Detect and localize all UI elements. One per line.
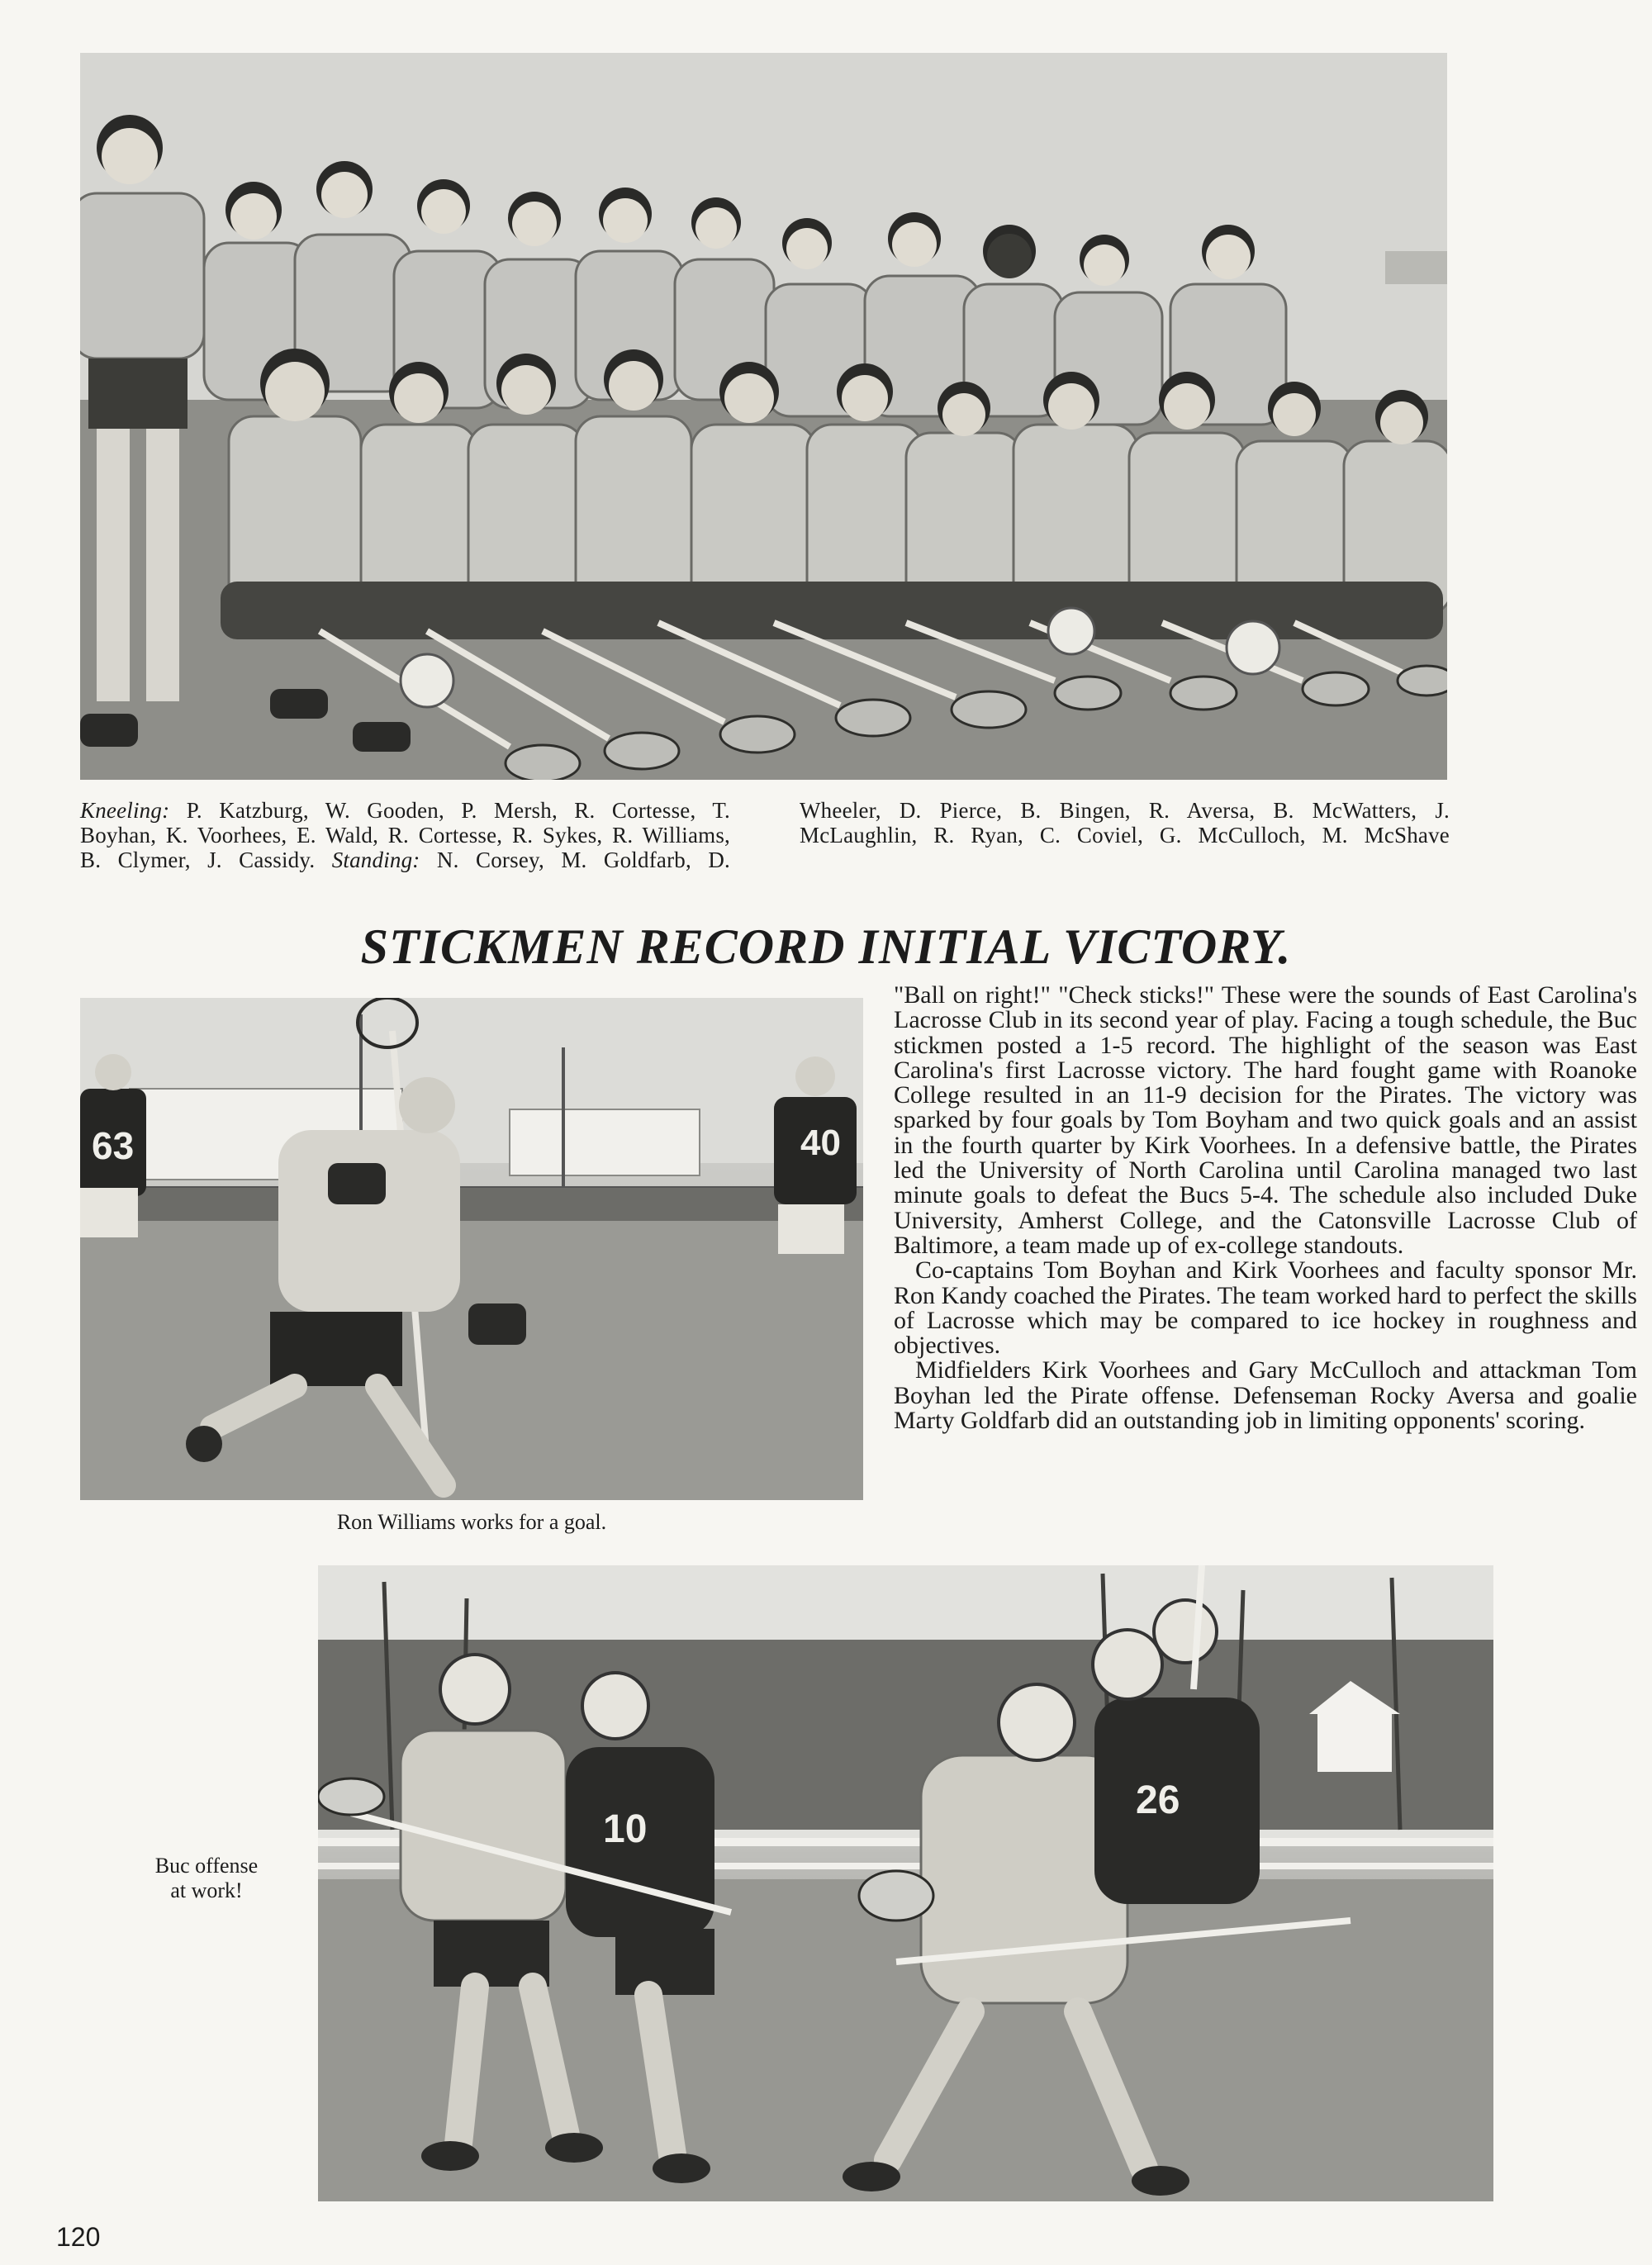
offense-photo-caption: [140, 1854, 273, 1903]
team-photo-caption-left: [80, 798, 730, 872]
article-paragraph-1: "Ball on right!" "Check sticks!" These were the sounds of East Carolina's Lacrosse Club in its second year of play. Facing a tough schedule, the Buc stickmen posted a 1-5 record. The highlight of the season was East Carolina's first Lacrosse victory. The hard fought game with Roanoke College resulted in an 11-9 decision for the Pirates. The victory was sparked by four goals by Tom Boyham and two quick goals and an assist in the fourth quarter by Kirk Voorhees. In a defensive battle, the Pirates led the University of North Carolina until Carolina managed two last minute goals to defeat the Bucs 5-4. The schedule also included Duke University, Amherst College, and the Catonsville Lacrosse Club of Baltimore, a team made up of ex-college standouts.: [894, 981, 1637, 1259]
caption-line: Wheeler, D. Pierce, B. Bingen, R. Aversa, B. McWatters, J.: [800, 798, 1450, 823]
action-photo: [80, 998, 863, 1500]
caption-line: Boyhan, K. Voorhees, E. Wald, R. Cortesse, R. Sykes, R. Williams,: [80, 823, 730, 848]
offense-photo: [318, 1565, 1493, 2201]
caption-line: B. Clymer, J. Cassidy.: [80, 848, 316, 872]
page-number: 120: [56, 2222, 101, 2252]
jersey-number-10: 10: [603, 1807, 648, 1851]
caption-line: at work!: [170, 1878, 243, 1902]
article-paragraph-2: Co-captains Tom Boyhan and Kirk Voorhees and faculty sponsor Mr. Ron Kandy coached the Pirates. The team worked hard to perfect the skills of Lacrosse which may be compared to ice hockey in roughness and objectives.: [894, 1256, 1637, 1360]
headline: STICKMEN RECORD INITIAL VICTORY.: [360, 919, 1292, 974]
kneeling-label: Kneeling:: [80, 798, 170, 823]
team-photo-caption-right: [800, 798, 1450, 848]
standing-label: Standing:: [331, 848, 420, 872]
jersey-number-26: 26: [1136, 1778, 1180, 1822]
jersey-number-63: 63: [92, 1124, 135, 1167]
caption-line: P. Katzburg, W. Gooden, P. Mersh, R. Cortesse, T.: [169, 798, 730, 823]
article-paragraph-3: Midfielders Kirk Voorhees and Gary McCulloch and attackman Tom Boyhan led the Pirate offense. Defenseman Rocky Aversa and goalie Marty Goldfarb did an outstanding job in limiting opponents' scoring.: [894, 1356, 1637, 1435]
action-photo-caption: Ron Williams works for a goal.: [336, 1510, 607, 1534]
jersey-number-40: 40: [800, 1123, 841, 1163]
caption-line: N. Corsey, M. Goldfarb, D.: [420, 848, 731, 872]
caption-line: McLaughlin, R. Ryan, C. Coviel, G. McCulloch, M. McShave: [800, 823, 1450, 848]
caption-line: Buc offense: [154, 1854, 259, 1878]
article-body: [894, 983, 1637, 1433]
team-photo: [80, 53, 1447, 780]
